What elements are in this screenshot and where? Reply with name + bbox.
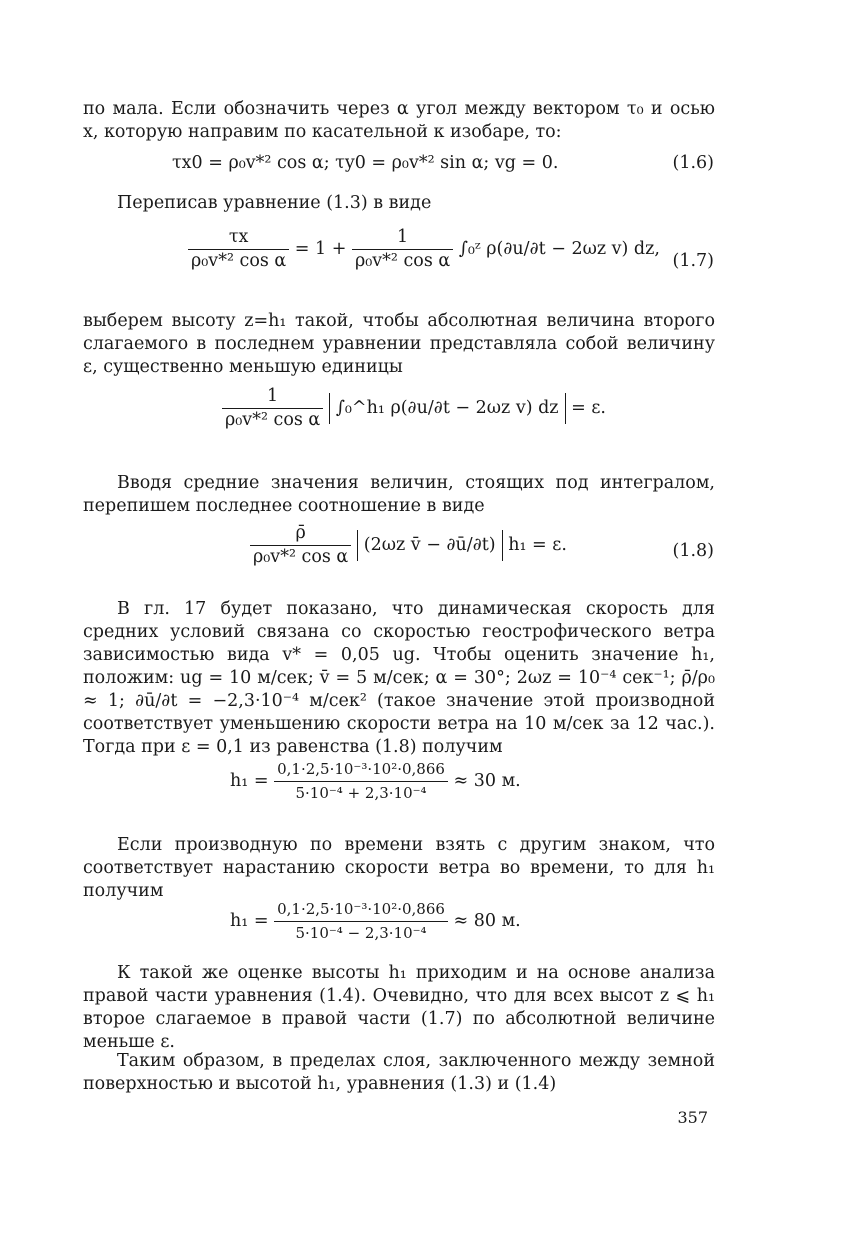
equation-1-7 [188, 226, 660, 273]
equation-1-7-lhs-fraction [188, 226, 289, 273]
equation-h1-80-numerator: 0,1·2,5·10⁻³·10²·0,866 [277, 900, 445, 918]
page-number: 357 [677, 1108, 708, 1127]
equation-1-7-fraction [352, 226, 453, 273]
equation-1-8-rhs: h₁ = ε. [508, 535, 567, 555]
equation-epsilon [222, 385, 606, 432]
equation-1-7-lhs-denominator: ρ₀v*² cos α [188, 249, 289, 273]
equation-h1-30-lhs: h₁ = [230, 771, 269, 791]
equation-1-8-denominator: ρ₀v*² cos α [250, 545, 351, 569]
paragraph-same-estimate: К такой же оценке высоты h₁ приходим и на основе анализа правой части уравнения (1.4). Очевидно, что для всех высот z ⩽ h₁ второе слагаемое в правой части (1.7) по абсолютной величине меньше ε. [83, 963, 715, 1052]
equation-h1-80-denominator: 5·10⁻⁴ − 2,3·10⁻⁴ [274, 921, 448, 945]
equation-h1-30-rhs: ≈ 30 м. [453, 771, 521, 791]
equation-h1-30-denominator: 5·10⁻⁴ + 2,3·10⁻⁴ [274, 781, 448, 805]
equation-1-8-fraction [250, 522, 351, 569]
equation-1-7-fraction-numerator: 1 [397, 227, 409, 247]
equation-h1-80-fraction [274, 898, 448, 945]
equation-h1-30 [230, 758, 521, 805]
equation-number-1-8: (1.8) [672, 541, 714, 561]
equation-number-1-7: (1.7) [672, 251, 714, 271]
equation-1-6: τx0 = ρ₀v*² cos α; τy0 = ρ₀v*² sin α; vg = 0. [172, 153, 559, 173]
equation-epsilon-fraction [222, 385, 323, 432]
equation-epsilon-rhs: = ε. [571, 398, 606, 418]
paragraph-intro: по мала. Если обозначить через α угол между вектором τ₀ и осью x, которую направим по касательной к изобаре, то: [83, 99, 715, 142]
equation-number-1-6: (1.6) [672, 153, 714, 173]
paragraph-other-sign: Если производную по времени взять с другим знаком, что соответствует нарастанию скорости ветра во времени, то для h₁ получим [83, 835, 715, 901]
equation-1-7-lhs-numerator: τx [228, 227, 249, 247]
paragraph-rewrite: Переписав уравнение (1.3) в виде [117, 193, 432, 213]
equation-h1-30-fraction [274, 758, 448, 805]
equation-epsilon-numerator: 1 [267, 386, 279, 406]
paragraph-choose-height: выберем высоту z=h₁ такой, чтобы абсолютная величина второго слагаемого в последнем уравнении представляла собой величину ε, существенно меньшую единицы [83, 311, 715, 377]
paragraph-estimate: В гл. 17 будет показано, что динамическая скорость для средних условий связана со скоростью геострофического ветра зависимостью вида v* = 0,05 ug. Чтобы оценить значение h₁, положим: ug = 10 м/сек; v̄ = 5 м/сек; α = 30°; 2ωz = 10⁻⁴ сек⁻¹; ρ̄/ρ₀ ≈ 1; ∂ū/∂t = −2,3·10⁻⁴ м/сек² (такое значение этой производной соответствует уменьшению скорости ветра на 10 м/сек за 12 час.). Тогда при ε = 0,1 из равенства (1.8) получим [83, 599, 715, 757]
equation-1-8-numerator: ρ̄ [295, 523, 306, 543]
equation-1-7-integral: ∫₀ᶻ ρ(∂u/∂t − 2ωz v) dz, [458, 239, 660, 259]
paragraph-mean-values: Вводя средние значения величин, стоящих под интегралом, перепишем последнее соотношение в виде [83, 473, 715, 516]
equation-epsilon-denominator: ρ₀v*² cos α [222, 408, 323, 432]
equation-h1-80-lhs: h₁ = [230, 911, 269, 931]
equation-h1-80-rhs: ≈ 80 м. [453, 911, 521, 931]
equation-1-8-body: (2ωz v̄ − ∂ū/∂t) [357, 530, 503, 561]
equation-h1-80 [230, 898, 521, 945]
equation-h1-30-numerator: 0,1·2,5·10⁻³·10²·0,866 [277, 760, 445, 778]
paragraph-conclusion: Таким образом, в пределах слоя, заключенного между земной поверхностью и высотой h₁, уравнения (1.3) и (1.4) [83, 1051, 715, 1094]
equation-1-8 [250, 522, 567, 569]
equation-epsilon-integral: ∫₀^h₁ ρ(∂u/∂t − 2ωz v) dz [329, 393, 566, 424]
equation-1-7-fraction-denominator: ρ₀v*² cos α [352, 249, 453, 273]
equation-1-7-mid: = 1 + [294, 239, 347, 259]
